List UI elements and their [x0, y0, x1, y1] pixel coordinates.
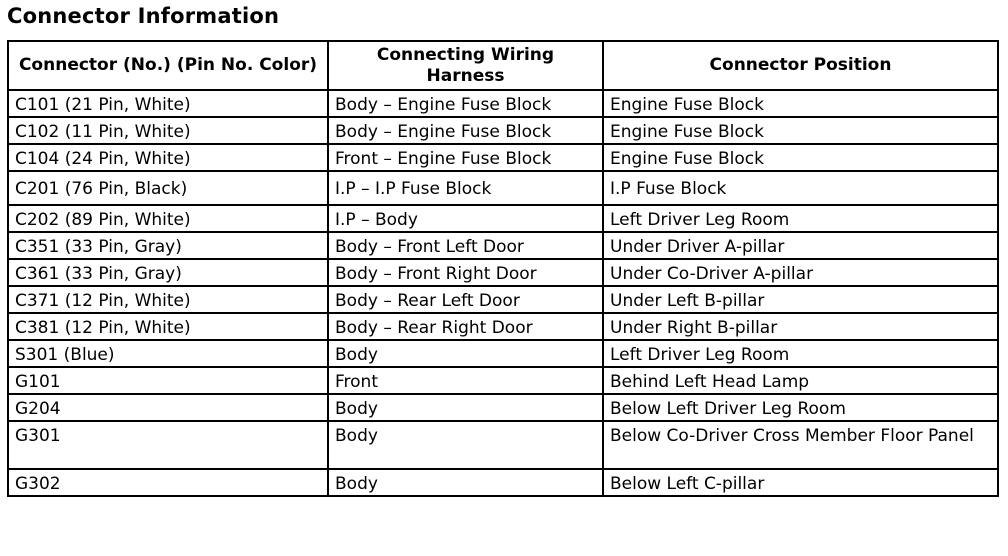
table-row: [8, 144, 998, 171]
table-row: [8, 232, 998, 259]
position-cell: Behind Left Head Lamp: [603, 367, 998, 394]
connector-cell: C102 (11 Pin, White): [8, 117, 328, 144]
connector-cell: C371 (12 Pin, White): [8, 286, 328, 313]
harness-cell: Body – Rear Left Door: [328, 286, 603, 313]
connector-cell: C101 (21 Pin, White): [8, 90, 328, 117]
table-row: [8, 340, 998, 367]
connector-cell: C381 (12 Pin, White): [8, 313, 328, 340]
position-cell: Under Driver A-pillar: [603, 232, 998, 259]
harness-cell: Body: [328, 394, 603, 421]
connector-cell: S301 (Blue): [8, 340, 328, 367]
harness-cell: I.P – I.P Fuse Block: [328, 171, 603, 205]
position-cell: Below Co-Driver Cross Member Floor Panel: [603, 421, 998, 469]
position-cell: Below Left C-pillar: [603, 469, 998, 496]
connector-cell: G301: [8, 421, 328, 469]
harness-cell: Front – Engine Fuse Block: [328, 144, 603, 171]
position-cell: Engine Fuse Block: [603, 90, 998, 117]
table-row: [8, 117, 998, 144]
harness-cell: Body – Front Left Door: [328, 232, 603, 259]
table-row: [8, 313, 998, 340]
harness-cell: Body: [328, 469, 603, 496]
position-cell: Under Left B-pillar: [603, 286, 998, 313]
harness-cell: Front: [328, 367, 603, 394]
table-row: [8, 469, 998, 496]
table-row: [8, 205, 998, 232]
harness-cell: Body – Rear Right Door: [328, 313, 603, 340]
harness-cell: Body – Engine Fuse Block: [328, 117, 603, 144]
table-row: [8, 394, 998, 421]
harness-cell: Body – Front Right Door: [328, 259, 603, 286]
position-cell: Engine Fuse Block: [603, 117, 998, 144]
harness-cell: Body – Engine Fuse Block: [328, 90, 603, 117]
position-cell: I.P Fuse Block: [603, 171, 998, 205]
harness-cell: Body: [328, 340, 603, 367]
connector-cell: G101: [8, 367, 328, 394]
table-row: [8, 259, 998, 286]
connector-table: [7, 40, 999, 497]
table-row: [8, 421, 998, 469]
column-header-position: Connector Position: [603, 41, 998, 90]
page-title: Connector Information: [7, 4, 280, 28]
table-row: [8, 90, 998, 117]
connector-cell: C351 (33 Pin, Gray): [8, 232, 328, 259]
position-cell: Under Right B-pillar: [603, 313, 998, 340]
connector-cell: C361 (33 Pin, Gray): [8, 259, 328, 286]
table-row: [8, 367, 998, 394]
position-cell: Below Left Driver Leg Room: [603, 394, 998, 421]
column-header-harness: Connecting Wiring Harness: [328, 41, 603, 90]
connector-cell: C202 (89 Pin, White): [8, 205, 328, 232]
harness-cell: Body: [328, 421, 603, 469]
position-cell: Left Driver Leg Room: [603, 340, 998, 367]
table-header-row: [8, 41, 998, 90]
connector-cell: G302: [8, 469, 328, 496]
connector-cell: C104 (24 Pin, White): [8, 144, 328, 171]
column-header-connector: Connector (No.) (Pin No. Color): [8, 41, 328, 90]
table-row: [8, 286, 998, 313]
connector-cell: G204: [8, 394, 328, 421]
harness-cell: I.P – Body: [328, 205, 603, 232]
position-cell: Engine Fuse Block: [603, 144, 998, 171]
table-row: [8, 171, 998, 205]
connector-cell: C201 (76 Pin, Black): [8, 171, 328, 205]
position-cell: Under Co-Driver A-pillar: [603, 259, 998, 286]
position-cell: Left Driver Leg Room: [603, 205, 998, 232]
